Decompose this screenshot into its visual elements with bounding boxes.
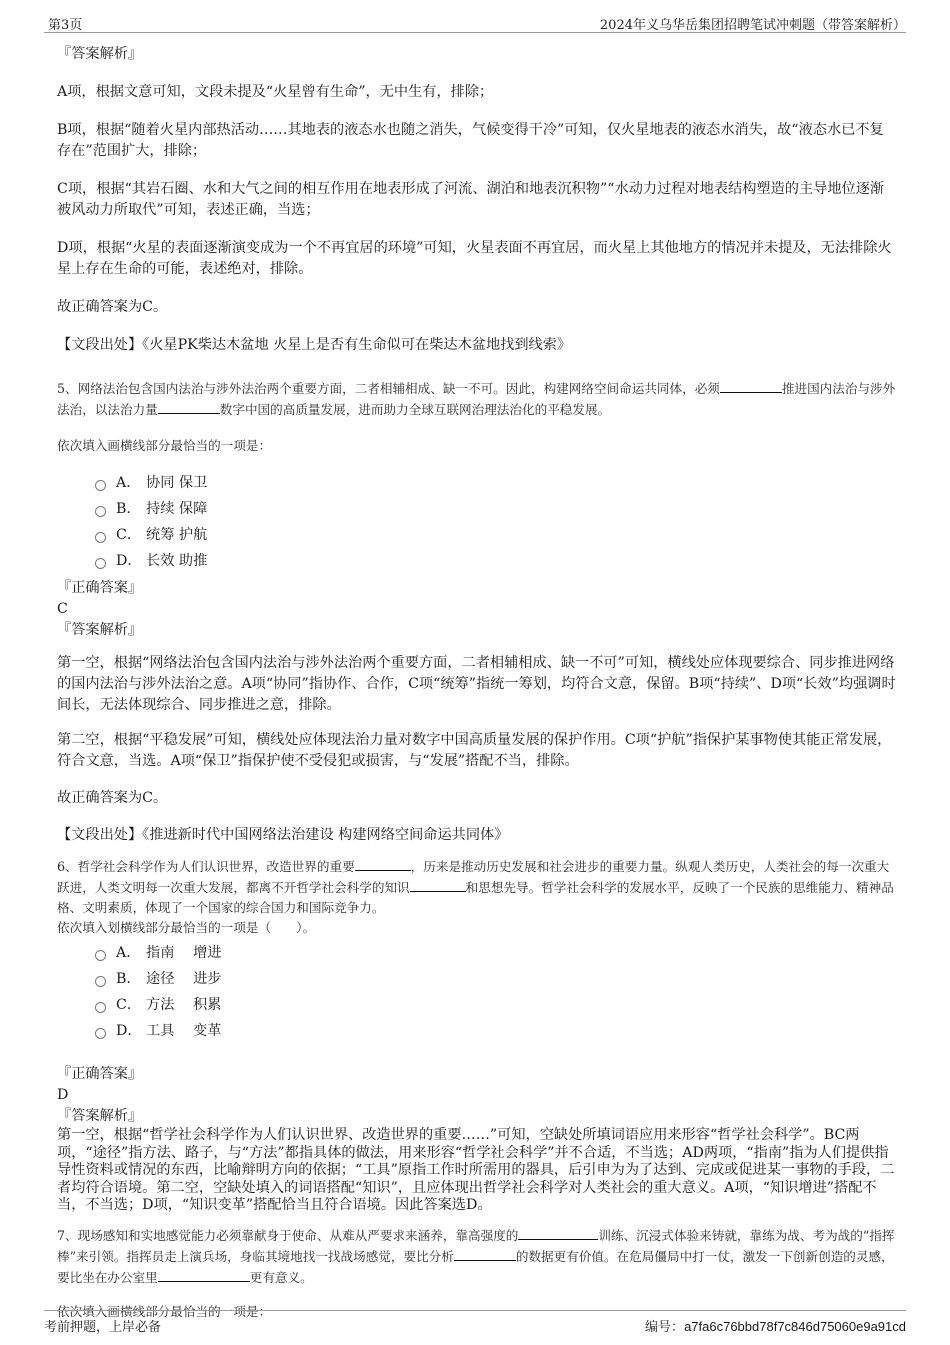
option-d[interactable]: D． 工具 变革: [95, 1018, 897, 1044]
analysis-paragraph: 第一空，根据“哲学社会科学作为人们认识世界、改造世界的重要……”可知，空缺处所填词语应用来形容“哲学社会科学”。BC两项，“途径”指方法、路子，与“方法”都指具体的做法，用来形容“哲学社会科学”并不合适，不当选；AD两项，“指南”指为人们提供指导性资料或情况的东西，比喻辩明方向的依据；“工具”原指工作时所需用的器具，后引申为为了达到、完成或促进某一事物的手段，二者均符合语境。第二空，空缺处填入的词语搭配“知识”，且应体现出哲学社会科学对人类社会的重大意义。A项，“知识增进”搭配不当，不当选；D项，“知识变革”搭配恰当且符合语境。因此答案选D。: [57, 1127, 895, 1213]
radio-icon[interactable]: [95, 976, 106, 987]
analysis-label: 『答案解析』: [57, 1108, 143, 1124]
document-code: 编号：a7fa6c76bbd78f7c846d75060e9a91cd: [645, 1319, 906, 1335]
blank-line: [518, 1225, 598, 1240]
blank-line: [454, 1246, 516, 1261]
answer-label: 『正确答案』: [57, 580, 143, 596]
option-b[interactable]: B． 途径 进步: [95, 966, 897, 992]
source-citation: 【文段出处】《推进新时代中国网络法治建设 构建网络空间命运共同体》: [57, 827, 509, 843]
option-c[interactable]: C． 统筹 护航: [95, 522, 897, 548]
answer-label: 『正确答案』: [57, 1066, 143, 1082]
conclusion: 故正确答案为C。: [57, 790, 168, 806]
radio-icon[interactable]: [95, 480, 106, 491]
conclusion: 故正确答案为C。: [57, 299, 168, 315]
option-d[interactable]: D． 长效 助推: [95, 548, 897, 574]
blank-line: [158, 1267, 250, 1282]
analysis-label: 『答案解析』: [57, 622, 143, 638]
source-citation: 【文段出处】《火星PK柴达木盆地 火星上是否有生命似可在柴达木盆地找到线索》: [57, 337, 572, 353]
option-b[interactable]: B． 持续 保障: [95, 496, 897, 522]
document-title: 2024年义乌华岳集团招聘笔试冲刺题（带答案解析）: [599, 18, 906, 33]
blank-line: [410, 877, 466, 892]
correct-answer: C: [57, 601, 68, 617]
analysis-option-a: A项，根据文意可知，文段未提及“火星曾有生命”，无中生有，排除；: [57, 84, 494, 100]
footer-slogan: 考前押题，上岸必备: [44, 1320, 162, 1335]
option-a[interactable]: A． 指南 增进: [95, 940, 897, 966]
option-c[interactable]: C． 方法 积累: [95, 992, 897, 1018]
page-number: 第3页: [48, 18, 83, 33]
radio-icon[interactable]: [95, 532, 106, 543]
option-a[interactable]: A． 协同 保卫: [95, 470, 897, 496]
question-5-stem: 5、网络法治包含国内法治与涉外法治两个重要方面，二者相辅相成、缺一不可。因此，构建网络空间命运共同体，必须 推进国内法治与涉外法治，以法治力量 数字中国的高质量发展，进而助力全球互联网治理法治化的平稳发展。: [57, 378, 897, 420]
analysis-option-b: B项，根据“随着火星内部热活动……其地表的液态水也随之消失，气候变得干冷”可知，仅火星地表的液态水消失，故“液态水已不复存在”范围扩大，排除；: [57, 122, 884, 159]
page-header: [44, 12, 906, 33]
question-6-prompt: 依次填入划横线部分最恰当的一项是（ ）。: [57, 920, 316, 935]
analysis-paragraph-2: 第二空，根据“平稳发展”可知，横线处应体现法治力量对数字中国高质量发展的保护作用。C项“护航”指保护某事物使其能正常发展，符合文意，当选。A项“保卫”指保护使不受侵犯或损害，与“发展”搭配不当，排除。: [57, 732, 892, 769]
question-5-options: [95, 470, 897, 574]
question-6-options: [95, 940, 897, 1044]
question-5-prompt: 依次填入画横线部分最恰当的一项是：: [57, 438, 272, 453]
question-6-stem: 6、哲学社会科学作为人们认识世界，改造世界的重要 ，历来是推动历史发展和社会进步的重要力量。纵观人类历史，人类社会的每一次重大跃进，人类文明每一次重大发展，都离不开哲学社会科学的知识 和思想先导。哲学社会科学的发展水平，反映了一个民族的思维能力、精神品格、文明素质，体现了一个国家的综合国力和国际竞争力。: [57, 856, 897, 918]
correct-answer: D: [57, 1087, 69, 1103]
radio-icon[interactable]: [95, 1002, 106, 1013]
blank-line: [720, 378, 782, 393]
page-footer: [44, 1310, 906, 1337]
radio-icon[interactable]: [95, 1028, 106, 1039]
question-7-stem: 7、现场感知和实地感觉能力必须靠献身于使命、从难从严要求来涵养，靠高强度的 训练、沉浸式体验来铸就，靠练为战、考为战的“指挥棒”来引领。指挥员走上演兵场，身临其境地找一找战场感觉，要比分析 的数据更有价值。在危局僵局中打一仗，激发一下创新创造的灵感，要比坐在办公室里 更有意义。: [57, 1225, 897, 1288]
analysis-paragraph-1: 第一空，根据“网络法治包含国内法治与涉外法治两个重要方面，二者相辅相成、缺一不可”可知，横线处应体现要综合、同步推进网络的国内法治与涉外法治之意。A项“协同”指协作、合作，C项“统筹”指统一筹划，均符合文意，保留。B项“持续”、D项“长效”均强调时间长，无法体现综合、同步推进之意，排除。: [57, 655, 896, 713]
question-7-prompt: 依次填入画横线部分最恰当的一项是：: [57, 1303, 272, 1319]
analysis-option-c: C项，根据“其岩石圈、水和大气之间的相互作用在地表形成了河流、湖泊和地表沉积物”“水动力过程对地表结构塑造的主导地位逐渐被风动力所取代”可知，表述正确，当选；: [57, 181, 885, 218]
blank-line: [158, 399, 220, 414]
radio-icon[interactable]: [95, 506, 106, 517]
analysis-label: 『答案解析』: [57, 46, 143, 62]
page-content: [57, 40, 897, 1322]
radio-icon[interactable]: [95, 558, 106, 569]
analysis-option-d: D项，根据“火星的表面逐渐演变成为一个不再宜居的环境”可知，火星表面不再宜居，而火星上其他地方的情况并未提及，无法排除火星上存在生命的可能，表述绝对，排除。: [57, 240, 892, 277]
radio-icon[interactable]: [95, 950, 106, 961]
blank-line: [355, 856, 411, 871]
